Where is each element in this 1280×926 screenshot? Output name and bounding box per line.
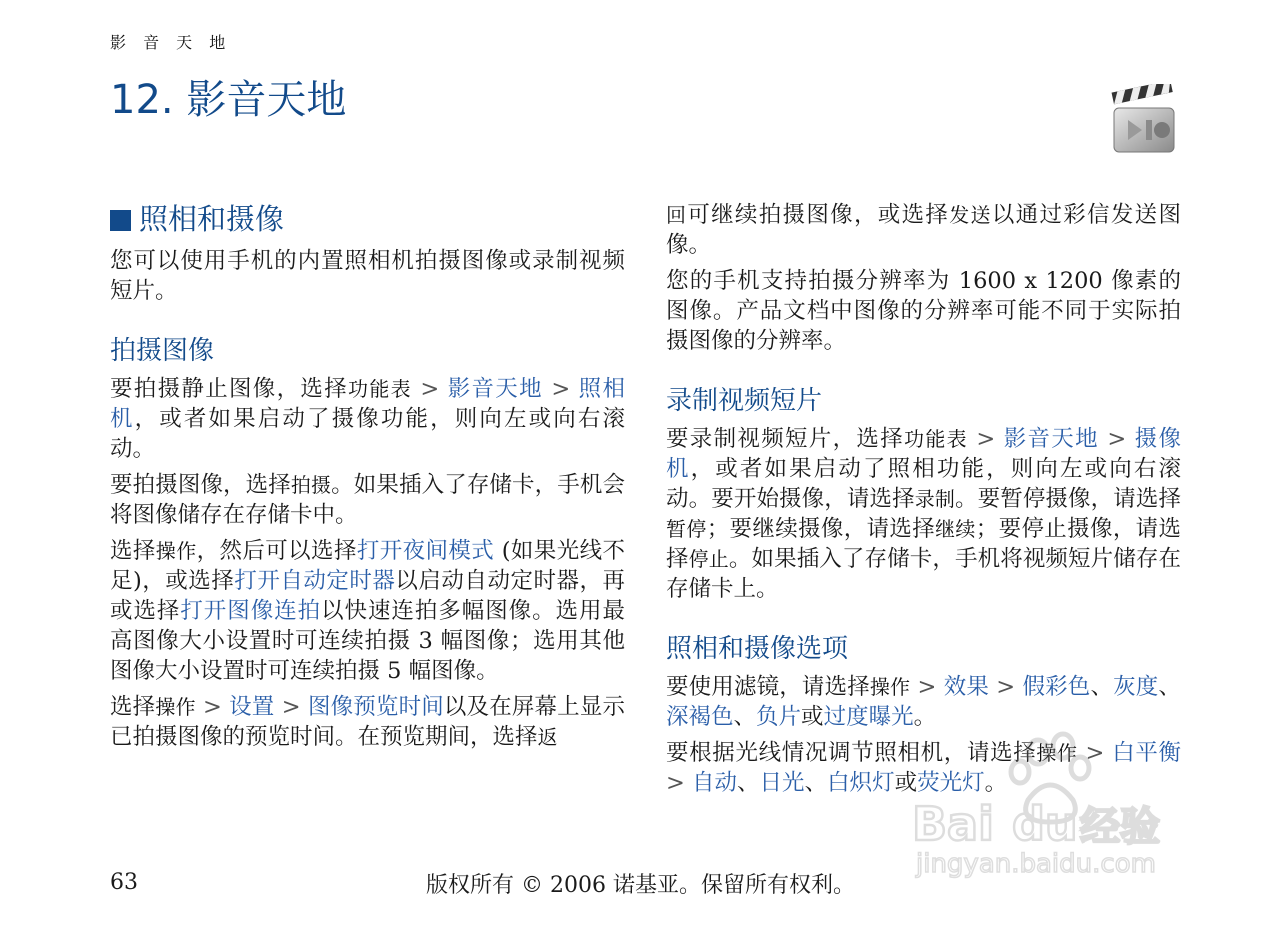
subsection-heading-video: 录制视频短片 xyxy=(666,386,823,416)
paragraph-continue: 回可继续拍摄图像，或选择发送以通过彩信发送图像。 xyxy=(666,202,1181,258)
menu-link[interactable]: 负片 xyxy=(756,704,802,730)
copyright-notice: 版权所有 © 2006 诺基亚。保留所有权利。 xyxy=(426,873,855,898)
baidu-watermark-logo xyxy=(908,730,1208,880)
menu-link[interactable]: 白炽灯 xyxy=(827,770,895,796)
menu-link[interactable]: 自动 xyxy=(692,770,738,796)
paragraph-resolution: 您的手机支持拍摄分辨率为 1600 x 1200 像素的图像。产品文档中图像的分辨率可能不同于实际拍摄图像的分辨率。 xyxy=(666,268,1181,354)
paragraph-preview: 选择操作 > 设置 > 图像预览时间以及在屏幕上显示已拍摄图像的预览时间。在预览期间，选择返 xyxy=(110,694,625,750)
menu-link[interactable]: 日光 xyxy=(759,770,805,796)
paragraph-white-balance: 要根据光线情况调节照相机，请选择操作 > 白平衡 > 自动、日光、白炽灯或荧光灯。 xyxy=(666,740,1181,796)
menu-link[interactable]: 打开自动定时器 xyxy=(234,568,396,594)
page-number: 63 xyxy=(110,870,138,895)
menu-link[interactable]: 摄像机 xyxy=(666,426,1181,482)
subsection-heading-capture: 拍摄图像 xyxy=(110,336,215,366)
chapter-title: 12. 影音天地 xyxy=(110,77,347,123)
subsection-heading-camera-options: 照相和摄像选项 xyxy=(666,634,849,664)
menu-link[interactable]: 灰度 xyxy=(1113,674,1159,700)
square-bullet-icon xyxy=(110,210,131,231)
menu-link[interactable]: 打开夜间模式 xyxy=(356,538,495,564)
menu-link[interactable]: 深褐色 xyxy=(666,704,734,730)
right-column xyxy=(666,200,1181,804)
menu-link[interactable]: 影音天地 xyxy=(1003,426,1099,452)
menu-link[interactable]: 设置 xyxy=(229,694,275,720)
svg-text:经验: 经验 xyxy=(1080,804,1160,850)
paragraph-options: 选择操作，然后可以选择打开夜间模式 (如果光线不足)，或选择打开自动定时器以启动自动定时器，再或选择打开图像连拍以快速连拍多幅图像。选用最高图像大小设置时可连续拍摄 3 幅图像；选用其他图像大小设置时可连续拍摄 5 幅图像。 xyxy=(110,538,625,684)
menu-link[interactable]: 白平衡 xyxy=(1112,740,1181,766)
paragraph-capture: 要拍摄图像，选择拍摄。如果插入了存储卡，手机会将图像储存在存储卡中。 xyxy=(110,472,625,528)
menu-link[interactable]: 影音天地 xyxy=(447,376,543,402)
clapperboard-icon xyxy=(1108,84,1180,156)
paragraph-capture-still: 要拍摄静止图像，选择功能表 > 影音天地 > 照相机，或者如果启动了摄像功能，则向左或向右滚动。 xyxy=(110,376,625,462)
left-column xyxy=(110,200,625,758)
svg-text:Bai: Bai xyxy=(912,797,994,851)
menu-link[interactable]: 图像预览时间 xyxy=(307,694,444,720)
menu-link[interactable]: 假彩色 xyxy=(1022,674,1091,700)
paragraph-filters: 要使用滤镜，请选择操作 > 效果 > 假彩色、灰度、深褐色、负片或过度曝光。 xyxy=(666,674,1181,730)
menu-link[interactable]: 过度曝光 xyxy=(823,704,914,730)
menu-link[interactable]: 打开图像连拍 xyxy=(180,598,322,624)
menu-link[interactable]: 效果 xyxy=(943,674,989,700)
paragraph-video: 要录制视频短片，选择功能表 > 影音天地 > 摄像机，或者如果启动了照相功能，则向左或向右滚动。要开始摄像，请选择录制。要暂停摄像，请选择暂停；要继续摄像，请选择继续；要停止摄像，请选择停止。如果插入了存储卡，手机将视频短片储存在存储卡上。 xyxy=(666,426,1181,602)
svg-text:du: du xyxy=(1012,797,1078,851)
running-header: 影 音 天 地 xyxy=(110,33,232,52)
svg-text:jingyan.baidu.com: jingyan.baidu.com xyxy=(916,849,1156,879)
menu-link[interactable]: 照相机 xyxy=(110,376,625,432)
section-heading: 照相和摄像 xyxy=(110,200,625,238)
intro-paragraph: 您可以使用手机的内置照相机拍摄图像或录制视频短片。 xyxy=(110,248,625,304)
menu-link[interactable]: 荧光灯 xyxy=(917,770,985,796)
